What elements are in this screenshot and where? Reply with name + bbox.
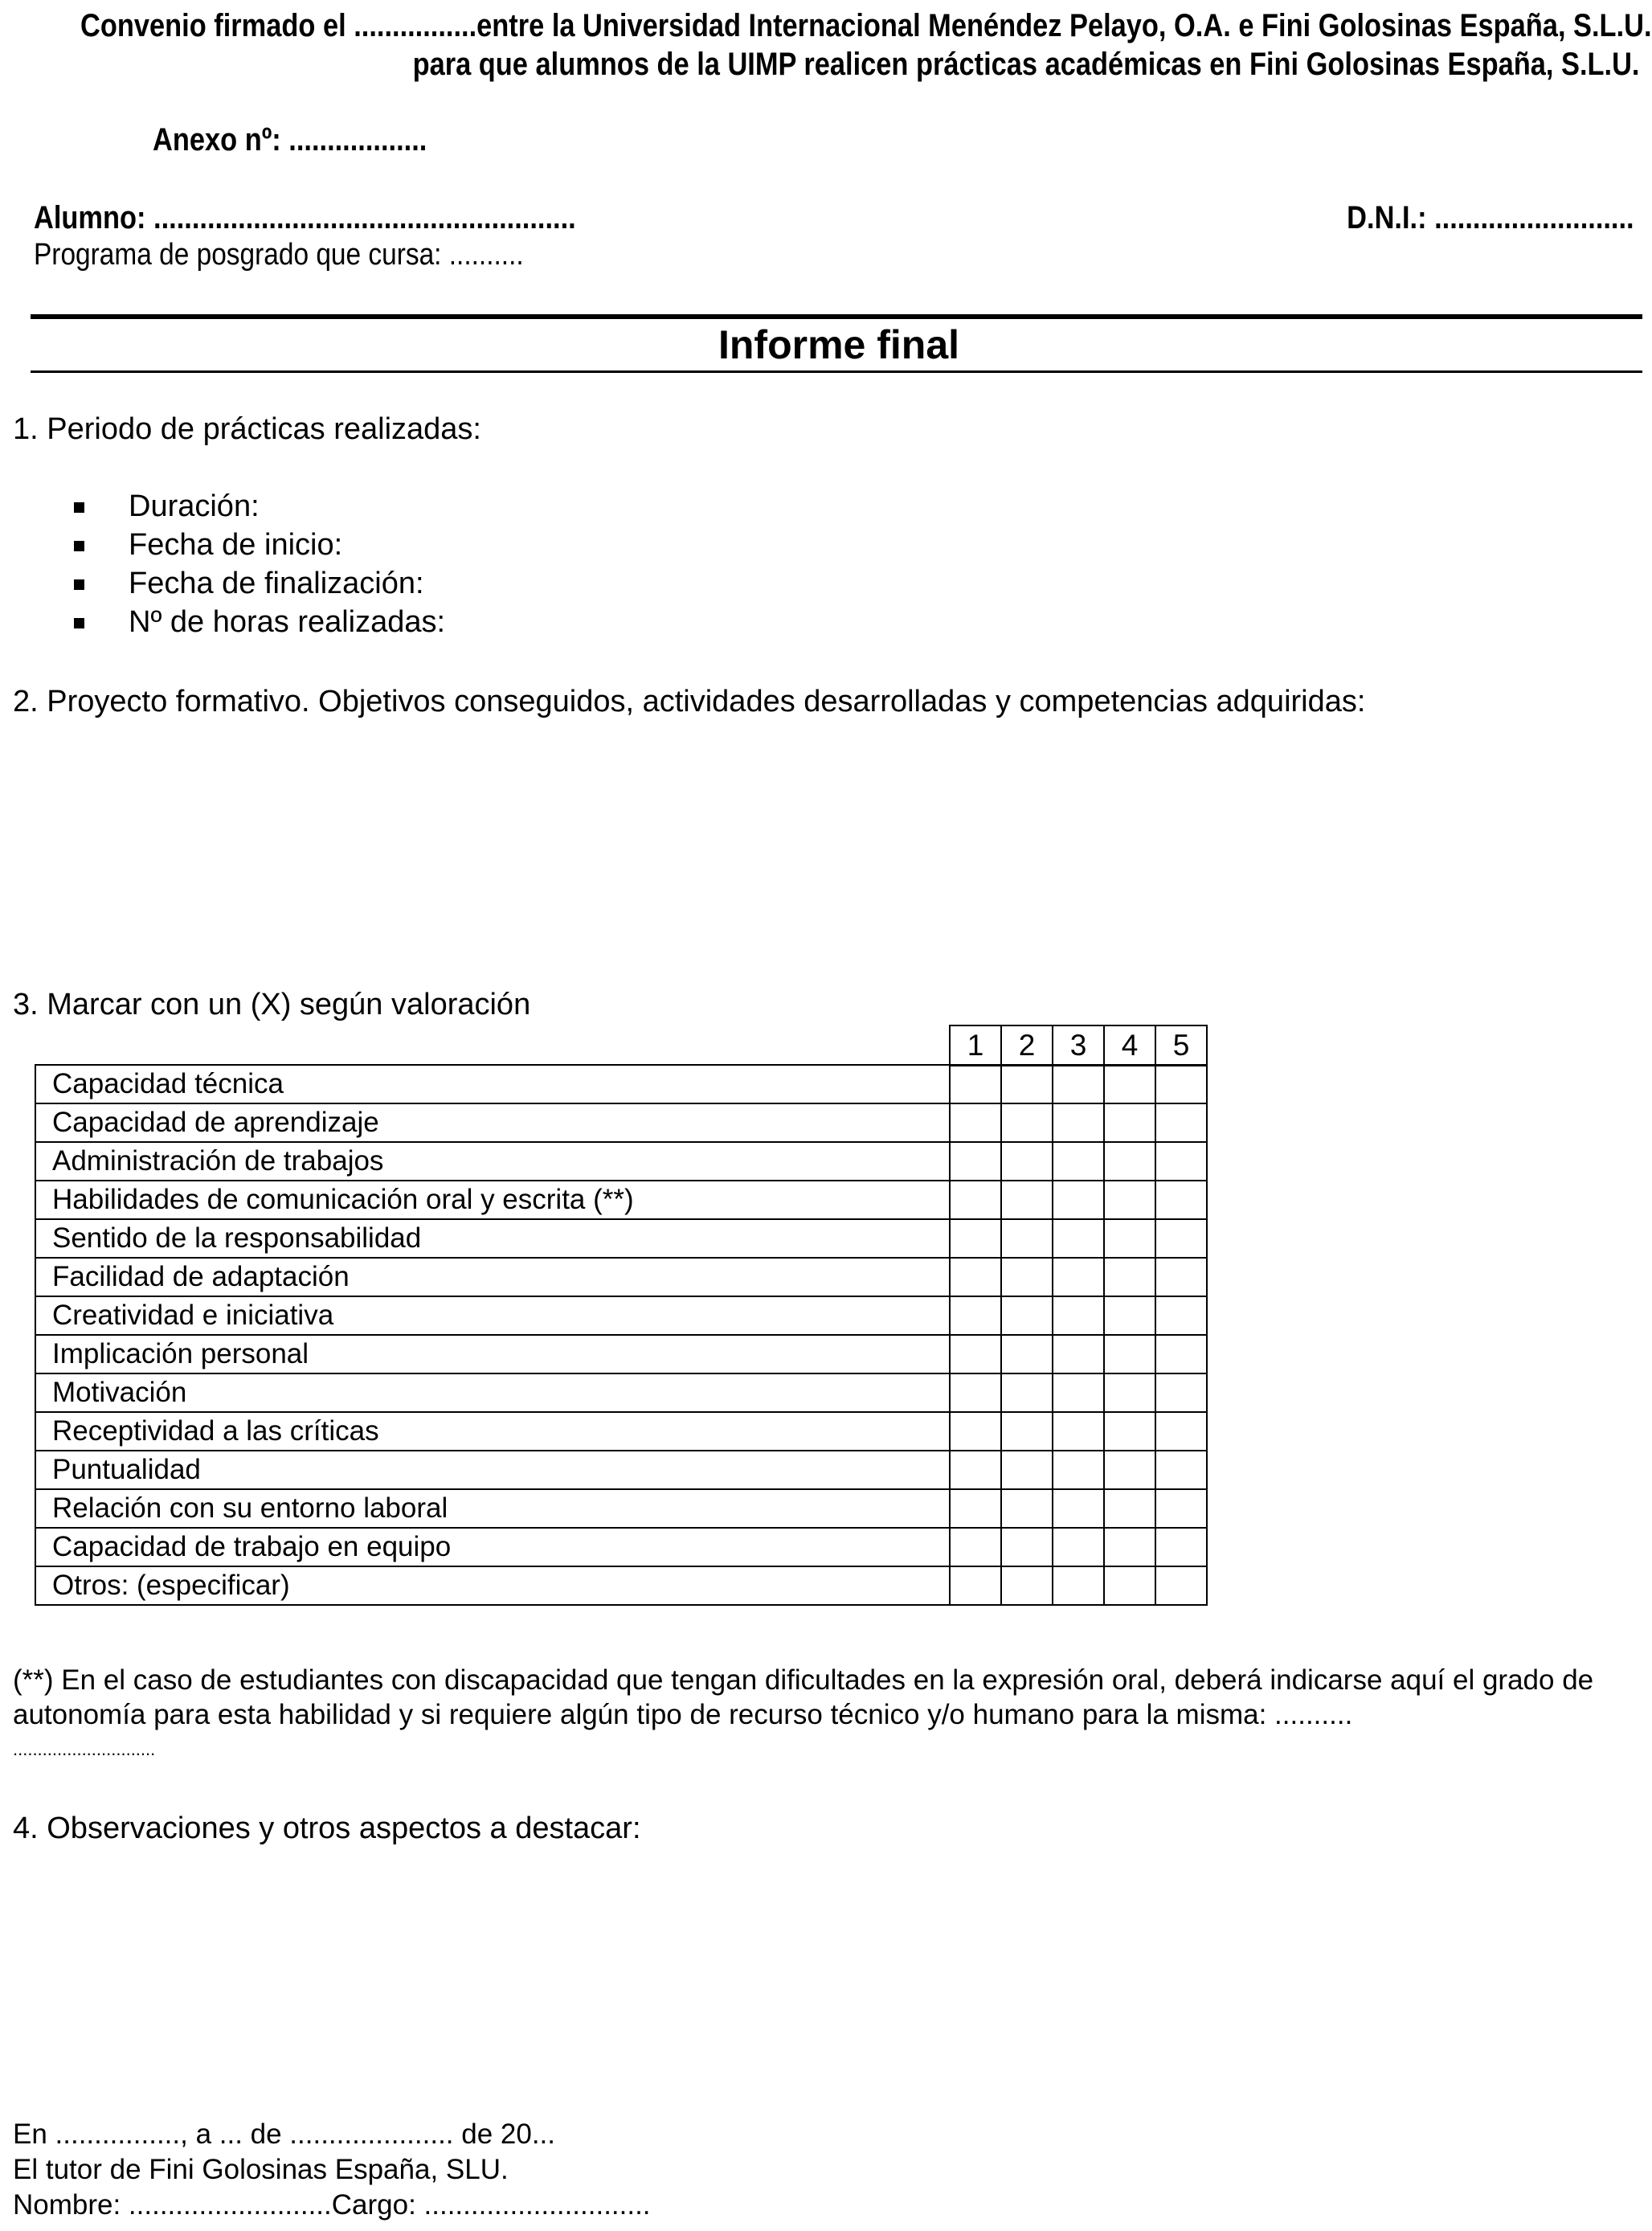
- table-row: [35, 1296, 1207, 1335]
- bullet-icon: [74, 579, 84, 590]
- rating-cell[interactable]: [1155, 1065, 1207, 1103]
- criterion-label: Facilidad de adaptación: [35, 1258, 950, 1296]
- rating-cell[interactable]: [950, 1566, 1001, 1605]
- signature-place-date: En ................, a ... de ..................... de 20...: [13, 2118, 555, 2150]
- rating-cell[interactable]: [950, 1258, 1001, 1296]
- criterion-label: Puntualidad: [35, 1451, 950, 1489]
- student-name: Alumno: .......................................................: [34, 200, 576, 235]
- table-row: [35, 1103, 1207, 1142]
- rating-cell[interactable]: [950, 1103, 1001, 1142]
- criterion-label: Habilidades de comunicación oral y escrita (**): [35, 1181, 950, 1219]
- section-3-heading: 3. Marcar con un (X) según valoración: [13, 988, 531, 1021]
- rating-cell[interactable]: [1104, 1528, 1155, 1566]
- title-bottom-rule: [31, 370, 1642, 373]
- rating-cell[interactable]: [1001, 1103, 1053, 1142]
- title-top-rule: [31, 314, 1642, 319]
- table-row: [35, 1258, 1207, 1296]
- rating-cell[interactable]: [1155, 1142, 1207, 1181]
- rating-cell[interactable]: [1104, 1412, 1155, 1451]
- rating-cell[interactable]: [1001, 1373, 1053, 1412]
- rating-cell[interactable]: [1155, 1489, 1207, 1528]
- section-4-heading: 4. Observaciones y otros aspectos a destacar:: [13, 1811, 641, 1845]
- scale-4: 4: [1104, 1025, 1155, 1066]
- rating-cell[interactable]: [1104, 1373, 1155, 1412]
- rating-cell[interactable]: [1104, 1296, 1155, 1335]
- table-row: [35, 1142, 1207, 1181]
- rating-cell[interactable]: [1155, 1103, 1207, 1142]
- rating-cell[interactable]: [1155, 1451, 1207, 1489]
- rating-cell[interactable]: [1053, 1181, 1104, 1219]
- footnote-line-2: autonomía para esta habilidad y si requiere algún tipo de recurso técnico y/o humano para la misma: ..........: [13, 1699, 1353, 1730]
- rating-cell[interactable]: [1001, 1566, 1053, 1605]
- rating-cell[interactable]: [1104, 1142, 1155, 1181]
- rating-cell[interactable]: [1053, 1451, 1104, 1489]
- agreement-line-1: Convenio firmado el ................entre la Universidad Internacional Menéndez Pelayo, O.A. e Fini Golosinas España, S.L.U.: [80, 8, 1652, 43]
- rating-cell[interactable]: [950, 1335, 1001, 1373]
- criterion-label: Motivación: [35, 1373, 950, 1412]
- rating-cell[interactable]: [1104, 1566, 1155, 1605]
- scale-1: 1: [950, 1025, 1001, 1066]
- rating-cell[interactable]: [1053, 1528, 1104, 1566]
- rating-cell[interactable]: [1155, 1528, 1207, 1566]
- rating-cell[interactable]: [950, 1219, 1001, 1258]
- table-row: [35, 1373, 1207, 1412]
- rating-cell[interactable]: [950, 1412, 1001, 1451]
- rating-cell[interactable]: [1104, 1335, 1155, 1373]
- rating-cell[interactable]: [1053, 1489, 1104, 1528]
- table-row: [35, 1219, 1207, 1258]
- table-row: [35, 1335, 1207, 1373]
- table-row: [35, 1451, 1207, 1489]
- rating-cell[interactable]: [1155, 1373, 1207, 1412]
- table-row: [35, 1412, 1207, 1451]
- scale-5: 5: [1155, 1025, 1207, 1066]
- rating-cell[interactable]: [1001, 1335, 1053, 1373]
- rating-cell[interactable]: [1104, 1065, 1155, 1103]
- rating-cell[interactable]: [1053, 1373, 1104, 1412]
- scale-2: 2: [1001, 1025, 1053, 1066]
- period-end-date: Fecha de finalización:: [129, 567, 424, 600]
- rating-cell[interactable]: [1104, 1181, 1155, 1219]
- rating-cell[interactable]: [1155, 1258, 1207, 1296]
- scale-3: 3: [1053, 1025, 1104, 1066]
- rating-cell[interactable]: [950, 1373, 1001, 1412]
- criterion-label: Administración de trabajos: [35, 1142, 950, 1181]
- criterion-label: Otros: (especificar): [35, 1566, 950, 1605]
- bullet-icon: [74, 502, 84, 513]
- rating-cell[interactable]: [1155, 1412, 1207, 1451]
- rating-cell[interactable]: [1104, 1451, 1155, 1489]
- rating-cell[interactable]: [1053, 1142, 1104, 1181]
- rating-cell[interactable]: [1001, 1142, 1053, 1181]
- criterion-label: Capacidad técnica: [35, 1065, 950, 1103]
- table-row: [35, 1181, 1207, 1219]
- document-title: Informe final: [718, 322, 960, 367]
- period-start-date: Fecha de inicio:: [129, 528, 343, 562]
- rating-cell[interactable]: [1001, 1181, 1053, 1219]
- rating-cell[interactable]: [1001, 1065, 1053, 1103]
- rating-cell[interactable]: [950, 1528, 1001, 1566]
- criterion-label: Implicación personal: [35, 1335, 950, 1373]
- rating-cell[interactable]: [1053, 1566, 1104, 1605]
- period-hours: Nº de horas realizadas:: [129, 605, 446, 639]
- student-dni: D.N.I.: ..........................: [1347, 200, 1634, 235]
- table-row: [35, 1065, 1207, 1103]
- rating-cell[interactable]: [1155, 1566, 1207, 1605]
- footnote-line-1: (**) En el caso de estudiantes con discapacidad que tengan dificultades en la expresión oral, deberá indicarse aquí el grado de: [13, 1664, 1594, 1696]
- agreement-line-2: para que alumnos de la UIMP realicen prácticas académicas en Fini Golosinas España, S.L.U.: [412, 47, 1639, 82]
- rating-cell[interactable]: [1001, 1451, 1053, 1489]
- graduate-program: Programa de posgrado que cursa: ..........: [34, 238, 524, 272]
- rating-cell[interactable]: [1001, 1412, 1053, 1451]
- criterion-label: Sentido de la responsabilidad: [35, 1219, 950, 1258]
- annex-number: Anexo nº: ..................: [153, 122, 427, 158]
- rating-cell[interactable]: [1001, 1258, 1053, 1296]
- table-row: [35, 1528, 1207, 1566]
- rating-cell[interactable]: [1053, 1412, 1104, 1451]
- rating-cell[interactable]: [950, 1296, 1001, 1335]
- signature-tutor: El tutor de Fini Golosinas España, SLU.: [13, 2154, 509, 2185]
- signature-name-role: Nombre: ..........................Cargo: .............................: [13, 2189, 651, 2221]
- footnote-line-3: .............................: [13, 1739, 156, 1759]
- section-1-heading: 1. Periodo de prácticas realizadas:: [13, 412, 481, 446]
- rating-cell[interactable]: [1001, 1528, 1053, 1566]
- rating-cell[interactable]: [1053, 1103, 1104, 1142]
- table-row: [35, 1566, 1207, 1605]
- criterion-label: Creatividad e iniciativa: [35, 1296, 950, 1335]
- rating-cell[interactable]: [950, 1451, 1001, 1489]
- rating-cell[interactable]: [1104, 1489, 1155, 1528]
- rating-cell[interactable]: [1155, 1219, 1207, 1258]
- rating-cell[interactable]: [1104, 1103, 1155, 1142]
- rating-cell[interactable]: [1155, 1296, 1207, 1335]
- evaluation-table: [35, 1064, 1208, 1606]
- criterion-label: Capacidad de trabajo en equipo: [35, 1528, 950, 1566]
- rating-cell[interactable]: [1053, 1296, 1104, 1335]
- rating-cell[interactable]: [1001, 1219, 1053, 1258]
- period-duration: Duración:: [129, 489, 260, 523]
- rating-cell[interactable]: [950, 1489, 1001, 1528]
- bullet-icon: [74, 541, 84, 551]
- table-row: [35, 1489, 1207, 1528]
- rating-cell[interactable]: [1053, 1219, 1104, 1258]
- section-2-heading: 2. Proyecto formativo. Objetivos conseguidos, actividades desarrolladas y competencias adquiridas:: [13, 685, 1366, 718]
- rating-cell[interactable]: [1053, 1335, 1104, 1373]
- rating-cell[interactable]: [1053, 1258, 1104, 1296]
- rating-cell[interactable]: [1104, 1258, 1155, 1296]
- rating-cell[interactable]: [1001, 1296, 1053, 1335]
- rating-scale-header: [949, 1025, 1208, 1066]
- criterion-label: Relación con su entorno laboral: [35, 1489, 950, 1528]
- rating-cell[interactable]: [1104, 1219, 1155, 1258]
- criterion-label: Receptividad a las críticas: [35, 1412, 950, 1451]
- rating-cell[interactable]: [1155, 1335, 1207, 1373]
- rating-cell[interactable]: [1001, 1489, 1053, 1528]
- bullet-icon: [74, 618, 84, 628]
- criterion-label: Capacidad de aprendizaje: [35, 1103, 950, 1142]
- rating-cell[interactable]: [1053, 1065, 1104, 1103]
- rating-cell[interactable]: [1155, 1181, 1207, 1219]
- rating-cell[interactable]: [950, 1142, 1001, 1181]
- rating-cell[interactable]: [950, 1181, 1001, 1219]
- rating-cell[interactable]: [950, 1065, 1001, 1103]
